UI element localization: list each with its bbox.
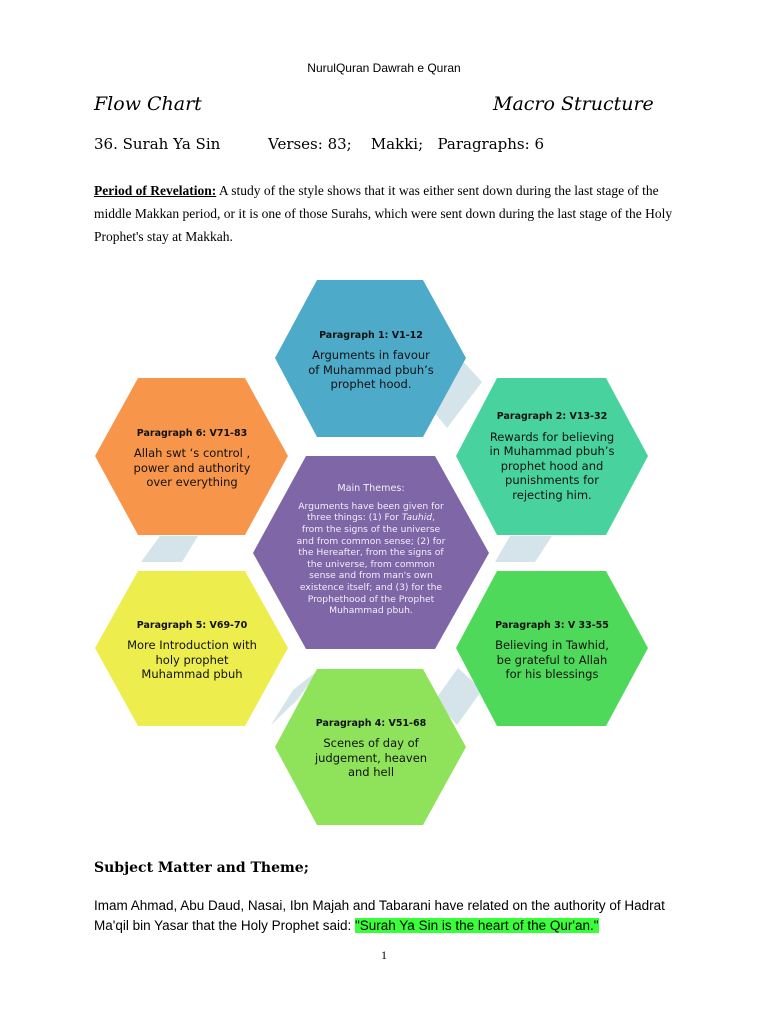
paragraph-2-box (487, 404, 617, 508)
paragraph-2-heading: Paragraph 2: V13-32 (496, 411, 608, 422)
period-text: A study of the style shows that it was either sent down during the last stage of the middle Makkan period, or it is one of those Surahs, which were sent down during the last stage of the Holy Prophet's stay at Makkah. (94, 183, 673, 244)
paragraph-5-box (127, 612, 257, 688)
surah-name: 36. Surah Ya Sin (94, 135, 221, 153)
surah-paragraphs: Paragraphs: 6 (437, 135, 544, 153)
connector-5-6 (141, 536, 198, 562)
period-label: Period of Revelation: (94, 183, 217, 198)
paragraph-1-text: Arguments in favour of Muhammad pbuh’s prophet hood. (308, 348, 434, 391)
paragraph-6-heading: Paragraph 6: V71-83 (136, 427, 248, 439)
paragraph-5-heading: Paragraph 5: V69-70 (136, 619, 248, 631)
paragraph-4-heading: Paragraph 4: V51-68 (315, 717, 427, 729)
paragraph-6-box (127, 420, 257, 496)
flow-chart-diagram (85, 270, 665, 830)
main-themes-text: Arguments have been given for three things: (1) For Tauhid, from the signs of the universe and from common sense; (2) for the Hereafter, from the signs of the universe, from common sense and from man's own existence itself; and (3) for the Prophethood of the Prophet Muhammad pbuh. (296, 500, 446, 617)
paragraph-1-box (307, 318, 435, 402)
highlighted-quote: "Surah Ya Sin is the heart of the Qur'an." (354, 918, 599, 933)
paragraph-3-text: Believing in Tawhid, be grateful to Allah for his blessings (495, 638, 609, 681)
paragraph-4-text: Scenes of day of judgement, heaven and hell (314, 736, 428, 779)
period-of-revelation (94, 179, 674, 248)
paragraph-3-heading: Paragraph 3: V 33-55 (495, 619, 609, 631)
paragraph-6-text: Allah swt ‘s control , power and authority over everything (133, 446, 251, 489)
surah-info-line (94, 135, 544, 153)
subject-matter-text (94, 896, 694, 936)
surah-verses: Verses: 83; (267, 135, 352, 153)
macro-structure-title: Macro Structure (493, 93, 654, 115)
paragraph-4-box (307, 710, 435, 786)
main-themes-box (295, 460, 447, 640)
subject-matter-heading: Subject Matter and Theme; (94, 860, 309, 876)
main-themes-title: Main Themes: (337, 483, 405, 495)
paragraph-2-text: Rewards for believing in Muhammad pbuh’s prophet hood and punishments for rejecting him. (489, 429, 615, 502)
paragraph-1-heading: Paragraph 1: V1-12 (319, 329, 423, 341)
flow-chart-title: Flow Chart (94, 93, 202, 115)
surah-type: Makki; (370, 135, 424, 153)
page-header: NurulQuran Dawrah e Quran (307, 61, 461, 75)
page-number: 1 (381, 948, 387, 962)
subject-text: Imam Ahmad, Abu Daud, Nasai, Ibn Majah and Tabarani have related on the authority of Hadrat Ma'qil bin Yasar that the Holy Prophet said: (94, 898, 665, 933)
connector-2-3 (495, 536, 552, 562)
paragraph-5-text: More Introduction with holy prophet Muhammad pbuh (127, 638, 257, 681)
paragraph-3-box (487, 612, 617, 688)
